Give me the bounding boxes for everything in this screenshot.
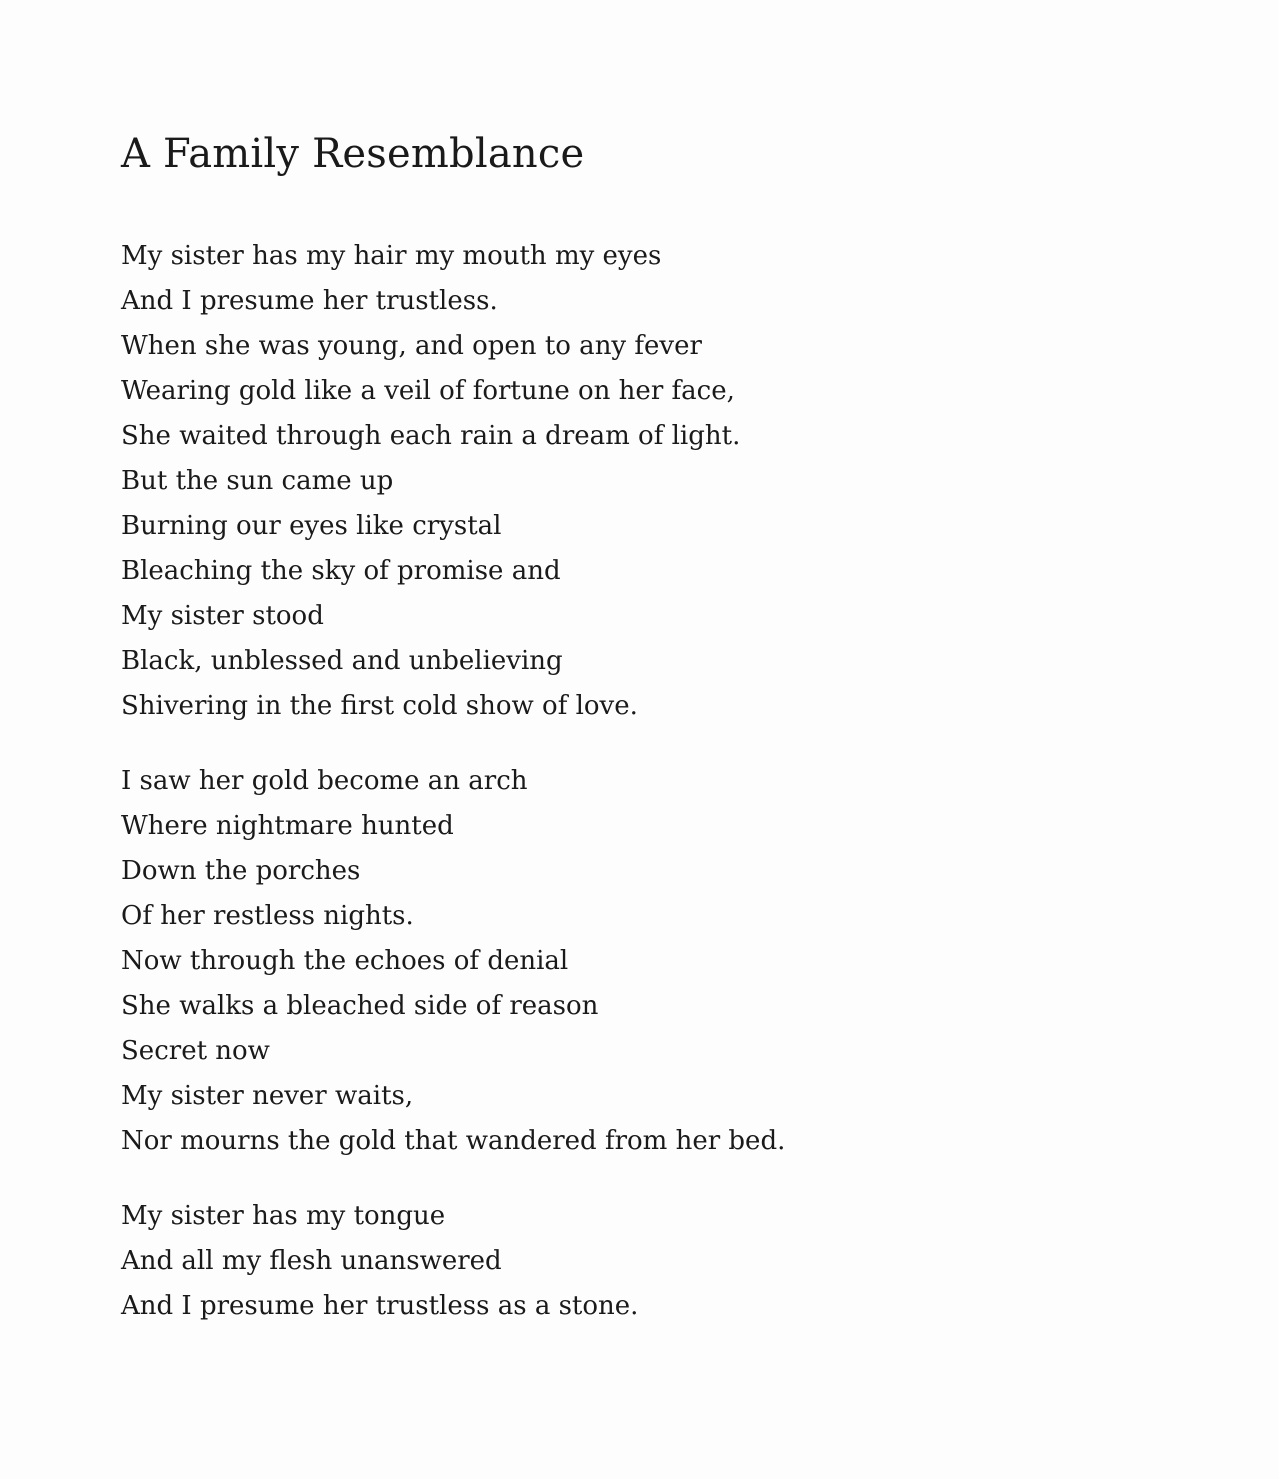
poem-line: My sister has my hair my mouth my eyes [121,241,662,271]
poem-line: Wearing gold like a veil of fortune on her face, [121,376,735,406]
poem-line: And I presume her trustless as a stone. [121,1291,639,1321]
poem-line: But the sun came up [121,466,394,496]
poem-line: And I presume her trustless. [121,286,498,316]
poem-line: Burning our eyes like crystal [121,511,502,541]
stanza-2 [121,759,1161,1164]
poem-line: Black, unblessed and unbelieving [121,646,563,676]
poem-line: And all my flesh unanswered [121,1246,502,1276]
poem-line: My sister stood [121,601,324,631]
poem-line: I saw her gold become an arch [121,766,528,796]
poem-line: Down the porches [121,856,361,886]
poem-line: My sister has my tongue [121,1201,446,1231]
poem-line: Now through the echoes of denial [121,946,569,976]
stanza-3 [121,1194,1161,1329]
poem-line: When she was young, and open to any fever [121,331,702,361]
poem-line: Bleaching the sky of promise and [121,556,561,586]
poem-line: Of her restless nights. [121,901,414,931]
poem-line: Secret now [121,1036,270,1066]
poem-line: Shivering in the first cold show of love. [121,691,638,721]
poem-line: My sister never waits, [121,1081,414,1111]
poem-title: A Family Resemblance [121,131,585,177]
poem-page [121,128,1161,1359]
poem-line: She waited through each rain a dream of light. [121,421,741,451]
poem-line: Nor mourns the gold that wandered from her bed. [121,1126,786,1156]
poem-line: Where nightmare hunted [121,811,454,841]
stanza-1 [121,234,1161,729]
poem-line: She walks a bleached side of reason [121,991,599,1021]
